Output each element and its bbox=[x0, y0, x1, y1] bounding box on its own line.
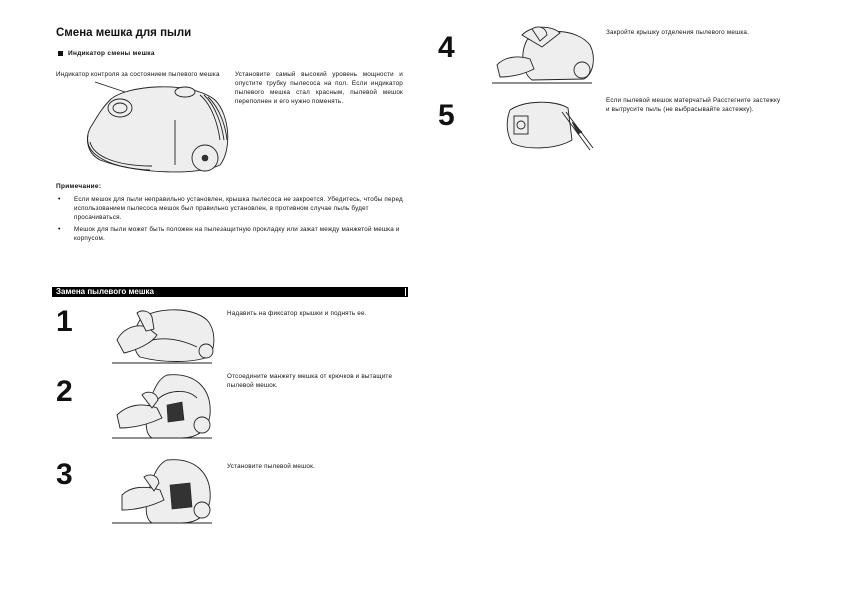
step-number-3: 3 bbox=[56, 458, 73, 491]
bag-removal-illustration bbox=[112, 370, 217, 442]
vacuum-cleaner-illustration bbox=[80, 80, 240, 180]
step-text-2: Отсоедините манжету мешка от крючков и вытащите пылевой мешок. bbox=[227, 373, 393, 389]
cloth-bag-illustration bbox=[500, 98, 595, 156]
indicator-subtitle-text: Индикатор смены мешка bbox=[68, 50, 155, 57]
section-header-bar bbox=[52, 287, 408, 297]
square-bullet-icon bbox=[58, 51, 63, 56]
page-title: Смена мешка для пыли bbox=[56, 27, 192, 39]
lid-close-illustration bbox=[492, 25, 597, 87]
indicator-label: Индикатор контроля за состоянием пылевого мешка bbox=[56, 71, 220, 78]
step-text-1: Надавить на фиксатор крышки и поднять ее. bbox=[227, 310, 367, 317]
indicator-description: Установите самый высокий уровень мощности и опустите трубку пылесоса на пол. Если индикатор пылевого мешка стал красным, пылевой мешок переполнен и его нужно поменять. bbox=[235, 71, 403, 105]
step-number-1: 1 bbox=[56, 305, 73, 338]
step-number-5: 5 bbox=[438, 99, 455, 132]
note-item: • Если мешок для пыли неправильно установлен, крышка пылесоса не закроется. Убедитесь, чтобы перед использованием пылесоса мешок был правильно установлен, в противном случае пыль будет просачиваться. bbox=[56, 195, 406, 222]
bar-end-mark bbox=[405, 288, 406, 296]
hand-press-illustration bbox=[112, 305, 217, 367]
indicator-subtitle bbox=[58, 50, 155, 57]
note-title: Примечание: bbox=[56, 183, 102, 190]
note-item: • Мешок для пыли может быть положен на пылезащитную прокладку или зажат между манжетой мешка и корпусом. bbox=[56, 225, 406, 243]
step-text-4: Закройте крышку отделения пылевого мешка. bbox=[606, 29, 750, 36]
step-text-5: Если пылевой мешок матерчатый Расстегните застежку и вытрусите пыль (не выбрасывайте застежку). bbox=[606, 97, 781, 113]
note-list bbox=[56, 195, 406, 246]
step-number-4: 4 bbox=[438, 31, 455, 64]
section-header-title: Замена пылевого мешка bbox=[56, 287, 154, 296]
bag-install-illustration bbox=[112, 455, 217, 527]
step-number-2: 2 bbox=[56, 375, 73, 408]
step-text-3: Установите пылевой мешок. bbox=[227, 463, 315, 470]
